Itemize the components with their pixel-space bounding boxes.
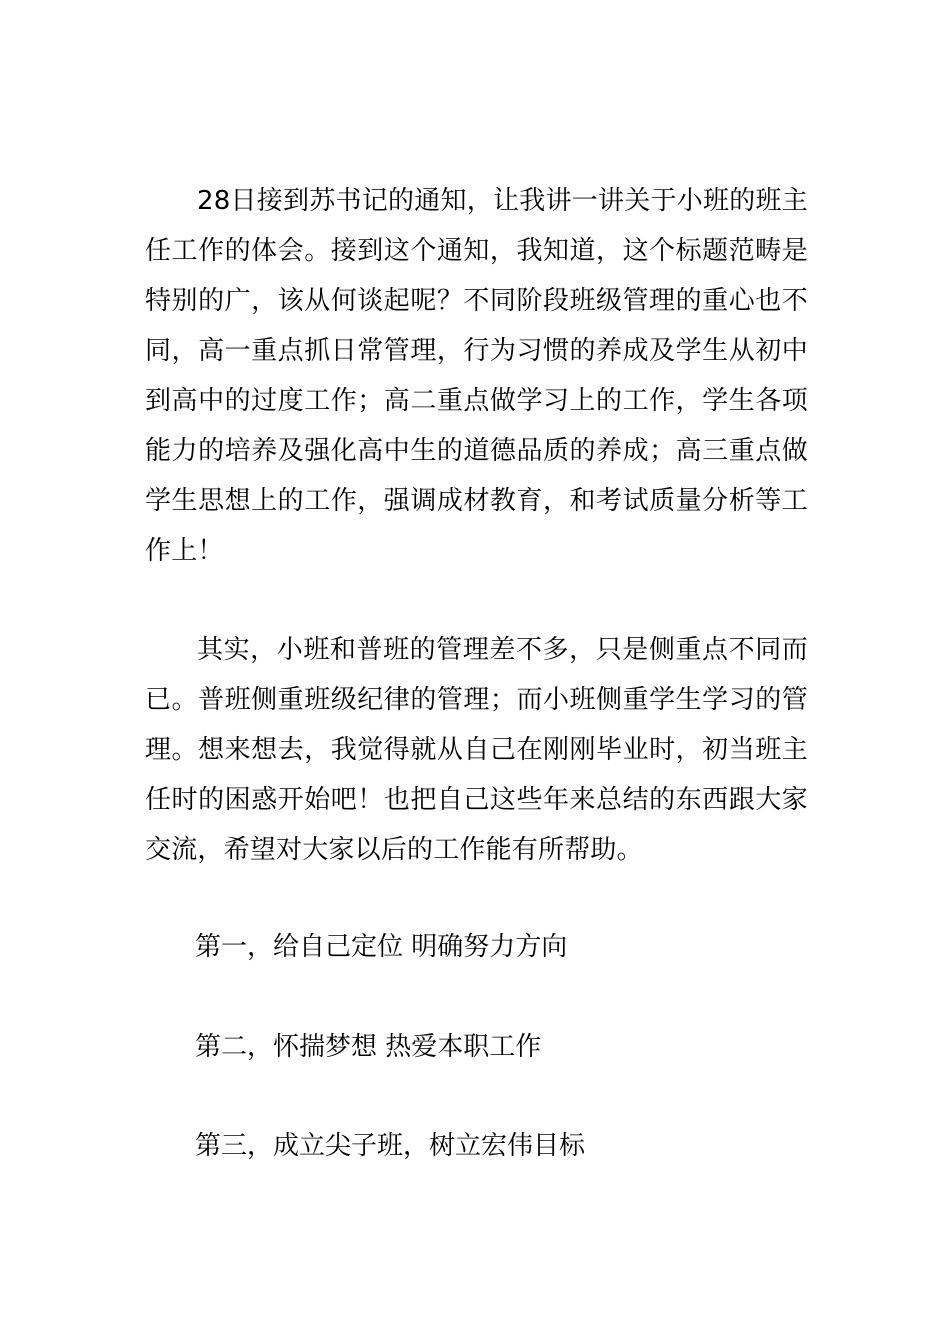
section-heading-second: 第二，怀揣梦想 热爱本职工作	[195, 1032, 542, 1062]
paragraph-intro: 28日接到苏书记的通知，让我讲一讲关于小班的班主任工作的体会。接到这个通知，我知道，这个标题范畴是特别的广，该从何谈起呢？不同阶段班级管理的重心也不同，高一重点抓日常管理，行为习惯的养成及学生从初中到高中的过度工作；高二重点做学习上的工作，学生各项能力的培养及强化高中生的道德品质的养成；高三重点做学生思想上的工作，强调成材教育，和考试质量分析等工作上！	[145, 186, 808, 566]
paragraph-management: 其实，小班和普班的管理差不多，只是侧重点不同而已。普班侧重班级纪律的管理；而小班侧重学生学习的管理。想来想去，我觉得就从自己在刚刚毕业时，初当班主任时的困惑开始吧！也把自己这些年来总结的东西跟大家交流，希望对大家以后的工作能有所帮助。	[145, 635, 808, 865]
section-heading-third: 第三，成立尖子班，树立宏伟目标	[195, 1131, 586, 1161]
section-heading-first: 第一，给自己定位 明确努力方向	[195, 932, 568, 962]
